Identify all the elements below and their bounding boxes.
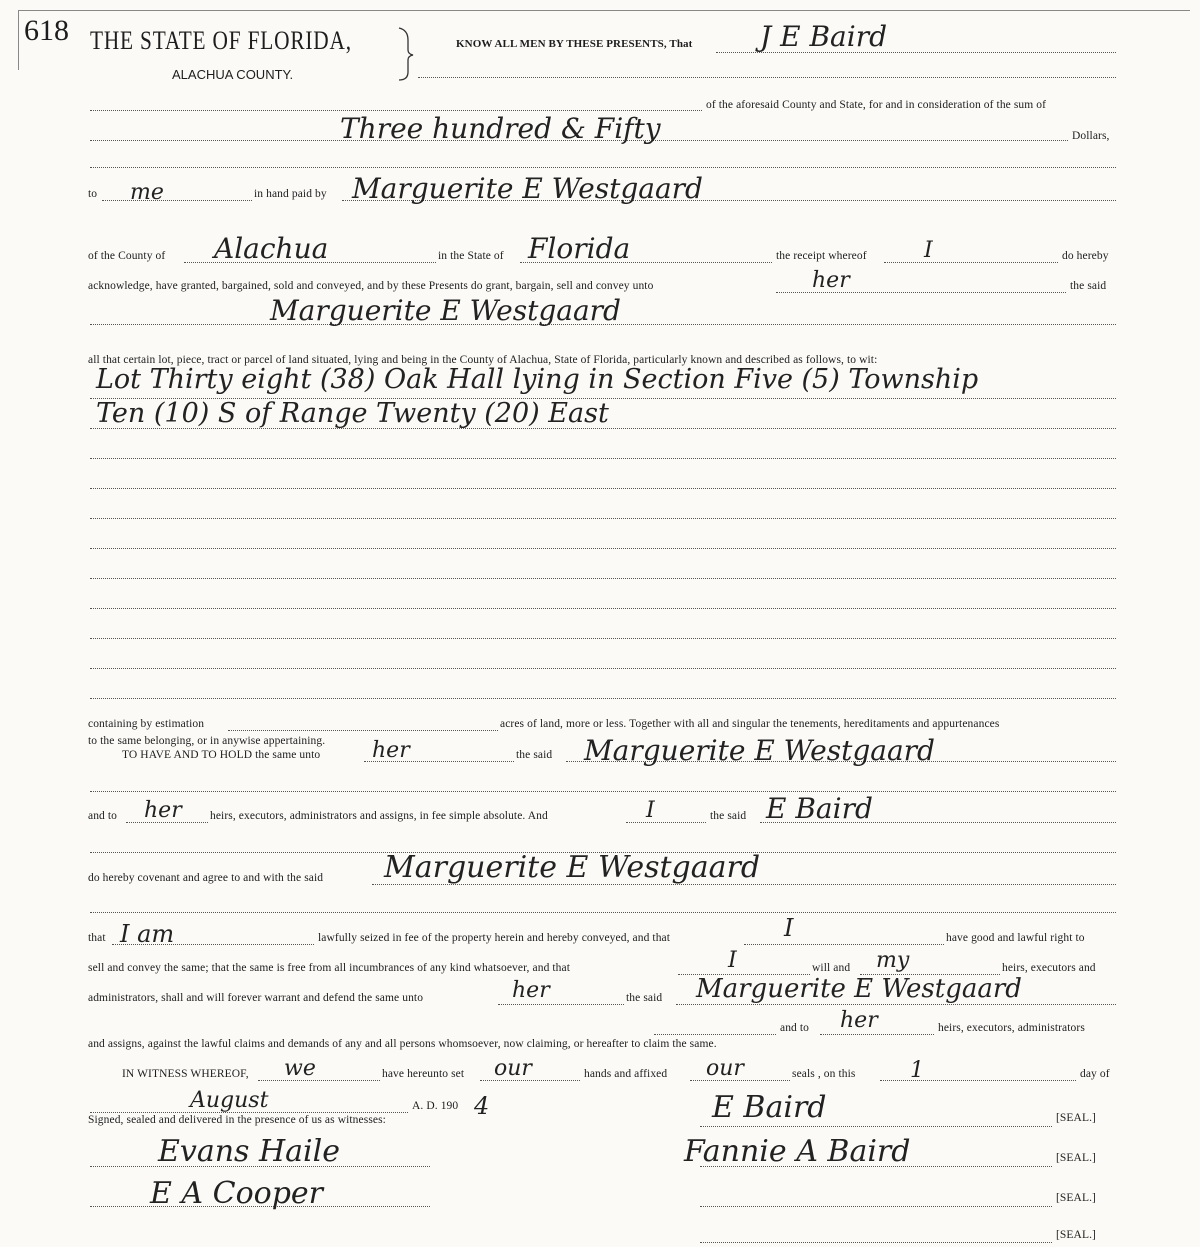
state-value: Florida — [528, 232, 631, 265]
receipt-line — [884, 262, 1058, 263]
state-of-label: in the State of — [438, 250, 504, 262]
to-label: to — [88, 188, 98, 200]
blank-line-6 — [90, 548, 1116, 549]
have-hereunto-label: have hereunto set — [382, 1068, 465, 1080]
signature-line-1 — [700, 1126, 1052, 1127]
line-county-state — [90, 110, 702, 111]
receipt-who: I — [924, 238, 933, 263]
belonging-text: to the same belonging, or in anywise appertaining. — [88, 735, 326, 747]
seal-2: [SEAL.] — [1056, 1152, 1096, 1164]
grantee-name: Marguerite E Westgaard — [270, 294, 621, 327]
year-digit: 4 — [474, 1092, 490, 1120]
and-that-line — [744, 944, 944, 945]
that-label: that — [88, 932, 106, 944]
county-of-label: of the County of — [88, 250, 166, 262]
page-border-top — [18, 10, 1190, 11]
and-assigns-text: and assigns, against the lawful claims and demands of any and all persons whomsoever, now claiming, or hereafter to claim the same. — [88, 1038, 717, 1050]
day-of-label: day of — [1080, 1068, 1110, 1080]
to-have-said-label: the said — [516, 749, 553, 761]
do-hereby-label: do hereby — [1062, 250, 1109, 262]
signature-1: E Baird — [712, 1090, 827, 1125]
affixed-whose: our — [706, 1056, 744, 1081]
signature-2: Fannie A Baird — [684, 1134, 911, 1169]
acres-text: acres of land, more or less. Together with all and singular the tenements, hereditaments and appurtenances — [500, 718, 1000, 730]
will-and-who: my — [876, 948, 910, 973]
and-who-line — [626, 822, 706, 823]
and-to-label: and to — [88, 810, 118, 822]
know-all-men: KNOW ALL MEN BY THESE PRESENTS, That — [456, 38, 693, 50]
blank-line-4 — [90, 488, 1116, 489]
seal-1: [SEAL.] — [1056, 1112, 1096, 1124]
blank-line-3 — [90, 458, 1116, 459]
description-line-1-text: Lot Thirty eight (38) Oak Hall lying in Section Five (5) Township — [96, 364, 979, 395]
and-to-2-who: her — [840, 1008, 878, 1033]
defend-said-name: Marguerite E Westgaard — [696, 974, 1022, 1004]
ad-label: A. D. 190 — [412, 1100, 459, 1112]
and-to-2-pre-line — [654, 1034, 776, 1035]
blank-line-7 — [90, 578, 1116, 579]
that-who: I am — [120, 920, 175, 948]
set-whose: our — [494, 1056, 532, 1081]
and-said-name: E Baird — [766, 792, 873, 825]
and-to-2-label: and to — [780, 1022, 810, 1034]
blank-line-9 — [90, 638, 1116, 639]
covenant-text: do hereby covenant and agree to and with the said — [88, 872, 324, 884]
to-have-label: TO HAVE AND TO HOLD the same unto — [122, 749, 321, 761]
defend-unto: her — [512, 978, 550, 1003]
line-blank-1 — [90, 167, 1116, 168]
signed-sealed-text: Signed, sealed and delivered in the presence of us as witnesses: — [88, 1114, 386, 1126]
header-line-2 — [418, 77, 1116, 78]
administrators-text: administrators, shall and will forever warrant and defend the same unto — [88, 992, 424, 1004]
description-intro: all that certain lot, piece, tract or parcel of land situated, lying and being in the County of Alachua, State of Florida, particularly known and described as follows, to wit: — [88, 354, 878, 366]
containing-label: containing by estimation — [88, 718, 205, 730]
to-whom: me — [130, 180, 164, 205]
blank-line-12 — [90, 791, 1116, 792]
sell-who: I — [728, 948, 737, 973]
the-said-label: the said — [1070, 280, 1107, 292]
state-heading: THE STATE OF FLORIDA, — [90, 26, 352, 55]
month-value: August — [190, 1088, 269, 1113]
to-have-who: her — [372, 738, 410, 763]
the-said-3-label: the said — [710, 810, 747, 822]
heirs-exec-and-text: heirs, executors and — [1002, 962, 1096, 974]
lawfully-text: lawfully seized in fee of the property herein and hereby conveyed, and that — [318, 932, 671, 944]
and-that-who: I — [784, 914, 794, 942]
witness-1-name: Evans Haile — [158, 1134, 340, 1169]
hands-affixed-label: hands and affixed — [584, 1068, 668, 1080]
blank-line-14 — [90, 912, 1116, 913]
day-value: 1 — [910, 1058, 924, 1083]
description-line-2-text: Ten (10) S of Range Twenty (20) East — [96, 398, 609, 429]
page-number: 618 — [24, 14, 69, 47]
blank-line-10 — [90, 668, 1116, 669]
blank-line-8 — [90, 608, 1116, 609]
county-value: Alachua — [214, 232, 329, 265]
grantor-name: J E Baird — [760, 20, 887, 53]
good-right-text: have good and lawful right to — [946, 932, 1085, 944]
receipt-label: the receipt whereof — [776, 250, 867, 262]
heirs-exec-admin-text: heirs, executors, administrators — [938, 1022, 1085, 1034]
dollars-label: Dollars, — [1072, 130, 1110, 142]
witness-who: we — [284, 1056, 316, 1081]
witness-2-name: E A Cooper — [150, 1176, 324, 1211]
and-to-2-line — [820, 1034, 934, 1035]
sum-amount: Three hundred & Fifty — [340, 112, 661, 145]
signature-line-4 — [700, 1242, 1052, 1243]
convey-unto: her — [812, 268, 850, 293]
to-have-said-name: Marguerite E Westgaard — [584, 734, 935, 767]
in-witness-label: IN WITNESS WHEREOF, — [122, 1068, 249, 1080]
signature-line-3 — [700, 1206, 1052, 1207]
blank-line-5 — [90, 518, 1116, 519]
defend-unto-line — [498, 1004, 624, 1005]
heirs-exec-text: heirs, executors, administrators and assigns, in fee simple absolute. And — [210, 810, 548, 822]
seals-on-this-label: seals , on this — [792, 1068, 856, 1080]
witness-who-line — [258, 1080, 380, 1081]
covenant-name: Marguerite E Westgaard — [384, 850, 761, 885]
seal-4: [SEAL.] — [1056, 1229, 1096, 1241]
county-heading: ALACHUA COUNTY. — [172, 67, 294, 82]
and-to-who: her — [144, 798, 182, 823]
sell-convey-text: sell and convey the same; that the same is free from all incumbrances of any kind whatsoever, and that — [88, 962, 571, 974]
page-border-left — [18, 10, 19, 70]
defend-said-line — [676, 1004, 1116, 1005]
acknowledge-text: acknowledge, have granted, bargained, sold and conveyed, and by these Presents do grant, bargain, sell and convey unto — [88, 280, 654, 292]
seal-3: [SEAL.] — [1056, 1192, 1096, 1204]
to-line — [102, 200, 252, 201]
acres-line — [228, 730, 498, 731]
and-who: I — [646, 798, 655, 823]
paid-by-name: Marguerite E Westgaard — [352, 172, 703, 205]
the-said-4-label: the said — [626, 992, 663, 1004]
paid-by-label: in hand paid by — [254, 188, 327, 200]
will-and-label: will and — [812, 962, 851, 974]
header-brace — [396, 26, 416, 82]
blank-line-11 — [90, 698, 1116, 699]
county-state-text: of the aforesaid County and State, for and in consideration of the sum of — [706, 99, 1047, 111]
